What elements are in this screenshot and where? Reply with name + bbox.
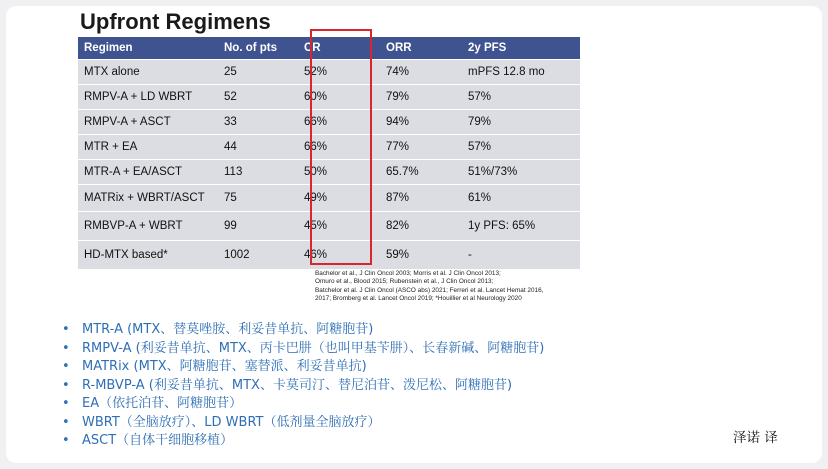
list-item-text: EA（依托泊苷、阿糖胞苷）: [82, 396, 243, 411]
cell-pts: 25: [218, 60, 298, 85]
cell-orr: 82%: [380, 212, 462, 241]
cell-cr: 45%: [298, 212, 380, 241]
bullet-icon: •: [62, 396, 70, 411]
reference-line: 2017; Bromberg et al. Lancet Oncol 2019; *Houillier et al Neurology 2020: [315, 295, 522, 303]
cell-regimen: MTR-A + EA/ASCT: [78, 160, 218, 185]
cell-pfs: 61%: [462, 185, 580, 212]
cell-pts: 52: [218, 85, 298, 110]
cell-orr: 65.7%: [380, 160, 462, 185]
cell-pfs: -: [462, 241, 580, 270]
bullet-icon: •: [62, 414, 70, 430]
cell-regimen: MATRix + WBRT/ASCT: [78, 185, 218, 212]
list-item: [60, 395, 544, 414]
bullet-icon: •: [62, 322, 70, 337]
header-regimen: Regimen: [78, 37, 218, 60]
cell-pts: 44: [218, 135, 298, 160]
abbreviation-list: [60, 321, 544, 451]
reference-line: Batchelor et al. J Clin Oncol (ASCO abs) 2021; Ferreri et al. Lancet Hemat 2016,: [315, 286, 544, 294]
cell-orr: 79%: [380, 85, 462, 110]
cr-highlight-box: [310, 29, 372, 265]
cell-pfs: 79%: [462, 110, 580, 135]
cell-cr: 46%: [298, 241, 380, 270]
cell-pfs: 1y PFS: 65%: [462, 212, 580, 241]
cell-regimen: RMBVP-A + WBRT: [78, 212, 218, 241]
list-item: [60, 321, 544, 340]
cell-cr: 50%: [298, 160, 380, 185]
cell-orr: 87%: [380, 185, 462, 212]
cell-cr: 66%: [298, 135, 380, 160]
bullet-icon: •: [62, 340, 70, 356]
cell-orr: 94%: [380, 110, 462, 135]
cell-regimen: MTR + EA: [78, 135, 218, 160]
list-item-text: MTR-A (MTX、替莫唑胺、利妥昔单抗、阿糖胞苷): [82, 322, 374, 337]
header-no-of-pts: No. of pts: [218, 37, 298, 60]
cell-regimen: RMPV-A + ASCT: [78, 110, 218, 135]
cell-cr: 60%: [298, 85, 380, 110]
translator-credit: 泽诺 译: [733, 430, 778, 446]
bullet-icon: •: [62, 377, 70, 393]
list-item: [60, 358, 544, 377]
header-orr: ORR: [380, 37, 462, 60]
list-item: [60, 377, 544, 396]
list-item-text: ASCT（自体干细胞移植）: [82, 433, 234, 448]
cell-regimen: HD-MTX based*: [78, 241, 218, 270]
cell-pts: 75: [218, 185, 298, 212]
cell-pfs: 51%/73%: [462, 160, 580, 185]
header-2y-pfs: 2y PFS: [462, 37, 580, 60]
bullet-icon: •: [62, 359, 70, 374]
cell-pfs: 57%: [462, 135, 580, 160]
list-item-text: WBRT（全脑放疗）、LD WBRT（低剂量全脑放疗）: [82, 414, 381, 430]
header-cr: CR: [298, 37, 380, 60]
list-item: [60, 340, 544, 359]
slide-title: Upfront Regimens: [80, 9, 271, 34]
cell-cr: 52%: [298, 60, 380, 85]
cell-pts: 1002: [218, 241, 298, 270]
cell-pfs: 57%: [462, 85, 580, 110]
list-item: [60, 414, 544, 433]
reference-line: Omuro et al., Blood 2015; Rubenstein et al., J Clin Oncol 2013;: [315, 278, 494, 286]
cell-cr: 49%: [298, 185, 380, 212]
cell-pts: 99: [218, 212, 298, 241]
cell-pts: 113: [218, 160, 298, 185]
list-item-text: RMPV-A (利妥昔单抗、MTX、丙卡巴肼（也叫甲基苄肼）、长春新碱、阿糖胞苷): [82, 340, 545, 356]
cell-regimen: MTX alone: [78, 60, 218, 85]
cell-regimen: RMPV-A + LD WBRT: [78, 85, 218, 110]
cell-pfs: mPFS 12.8 mo: [462, 60, 580, 85]
bullet-icon: •: [62, 433, 70, 448]
cell-orr: 74%: [380, 60, 462, 85]
cell-pts: 33: [218, 110, 298, 135]
list-item: [60, 432, 544, 451]
references: [315, 270, 602, 310]
list-item-text: R-MBVP-A (利妥昔单抗、MTX、卡莫司汀、替尼泊苷、泼尼松、阿糖胞苷): [82, 377, 513, 393]
reference-line: Bachelor et al., J Clin Oncol 2003; Morris et al. J Clin Oncol 2013;: [315, 270, 501, 277]
cell-orr: 59%: [380, 241, 462, 270]
cell-cr: 66%: [298, 110, 380, 135]
cell-orr: 77%: [380, 135, 462, 160]
list-item-text: MATRix (MTX、阿糖胞苷、塞替派、利妥昔单抗): [82, 359, 367, 374]
